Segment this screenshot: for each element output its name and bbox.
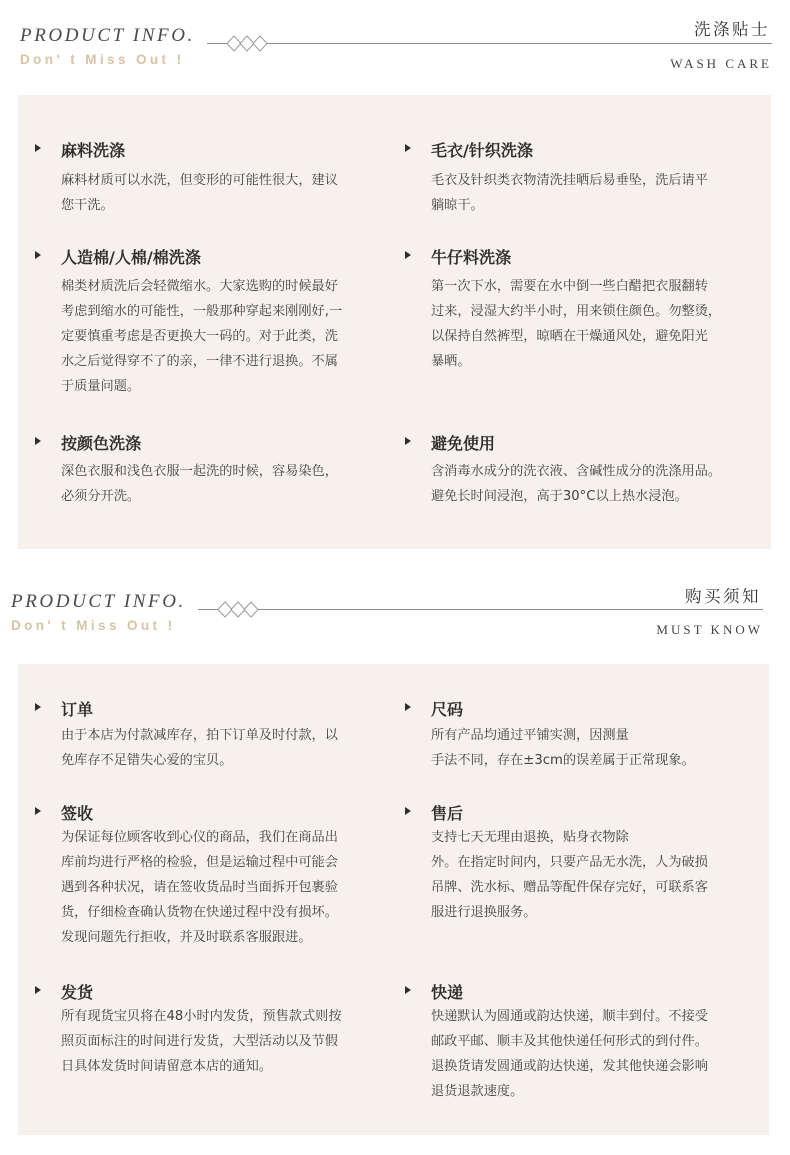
triangle-bullet-icon [35, 144, 41, 152]
wash-care-en-title: WASH CARE [670, 56, 772, 71]
item-body-line: 毛衣及针织类衣物清洗挂晒后易垂坠，洗后请平 [431, 173, 708, 188]
item-title: 快递 [431, 983, 464, 1002]
item-body-line: 棉类材质洗后会轻微缩水。大家选购的时候最好 [61, 279, 338, 294]
triangle-bullet-icon [405, 986, 411, 994]
item-body-line: 深色衣服和浅色衣服一起洗的时候，容易染色， [61, 464, 338, 479]
item-body-line: 以保持自然裤型，晾晒在干燥通风处，避免阳光 [431, 329, 708, 344]
item-body-line: 邮政平邮、顺丰及其他快递任何形式的到付件。 [431, 1034, 708, 1049]
item-body-line: 定要慎重考虑是否更换大一码的。对于此类，洗 [61, 329, 338, 344]
item-title: 售后 [431, 804, 464, 823]
item-title: 订单 [61, 700, 94, 719]
item-body [431, 168, 708, 218]
item-title: 避免使用 [431, 434, 496, 453]
must-know-en-title: MUST KNOW [656, 622, 763, 637]
item-body-line: 库前均进行严格的检验，但是运输过程中可能会 [61, 855, 338, 870]
must-know-panel [18, 664, 769, 1135]
item-body-line: 考虑到缩水的可能性，一般那种穿起来刚刚好,一 [61, 304, 343, 319]
triangle-bullet-icon [405, 807, 411, 815]
item-body-line: 暴晒。 [431, 354, 471, 369]
item-title: 签收 [61, 804, 94, 823]
diamond-ornament-icon [217, 601, 259, 618]
must-know-cn-title: 购买须知 [685, 587, 761, 606]
product-info-title: PRODUCT INFO. [20, 25, 195, 46]
item-body-line: 退货退款速度。 [431, 1084, 524, 1099]
triangle-bullet-icon [405, 703, 411, 711]
item-title: 牛仔料洗涤 [431, 248, 512, 267]
item-body-line: 发现问题先行拒收，并及时联系客服跟进。 [61, 930, 312, 945]
item-body-line: 由于本店为付款减库存，拍下订单及时付款，以 [61, 728, 338, 743]
item-body [61, 1004, 342, 1079]
item-body-line: 避免长时间浸泡，高于30°C以上热水浸泡。 [431, 489, 688, 504]
triangle-bullet-icon [405, 251, 411, 259]
item-body-line: 快递默认为圆通或韵达快递，顺丰到付。不接受 [431, 1009, 708, 1024]
item-body [431, 274, 721, 374]
item-body-line: 第一次下水，需要在水中倒一些白醋把衣服翻转 [431, 279, 708, 294]
item-body-line: 退换货请发圆通或韵达快递，发其他快递会影响 [431, 1059, 708, 1074]
item-body-line: 躺晾干。 [431, 198, 484, 213]
header-divider-line [198, 609, 763, 610]
item-title: 麻料洗涤 [61, 141, 126, 160]
item-body-line: 照页面标注的时间进行发货，大型活动以及节假 [61, 1034, 338, 1049]
item-body-line: 遇到各种状况，请在签收货品时当面拆开包裹验 [61, 880, 338, 895]
triangle-bullet-icon [405, 437, 411, 445]
dont-miss-out-subtitle: Don' t Miss Out ! [11, 618, 176, 633]
item-body-line: 支持七天无理由退换，贴身衣物除 [431, 830, 629, 845]
item-body-line: 免库存不足错失心爱的宝贝。 [61, 753, 233, 768]
item-body [431, 459, 721, 509]
item-body [61, 459, 338, 509]
item-body-line: 麻料材质可以水洗，但变形的可能性很大，建议 [61, 173, 338, 188]
item-title: 毛衣/针织洗涤 [431, 141, 533, 160]
header-divider-line [207, 43, 772, 44]
wash-care-cn-title: 洗涤贴士 [694, 20, 770, 39]
item-body-line: 手法不同，存在±3cm的误差属于正常现象。 [431, 753, 695, 768]
wash-care-panel [18, 95, 771, 549]
item-body [61, 168, 338, 218]
triangle-bullet-icon [35, 437, 41, 445]
item-body-line: 日具体发货时间请留意本店的通知。 [61, 1059, 272, 1074]
item-body-line: 含消毒水成分的洗衣液、含碱性成分的洗涤用品。 [431, 464, 722, 479]
triangle-bullet-icon [35, 251, 41, 259]
triangle-bullet-icon [35, 703, 41, 711]
triangle-bullet-icon [35, 986, 41, 994]
item-title: 人造棉/人棉/棉洗涤 [61, 248, 201, 267]
item-title: 发货 [61, 983, 94, 1002]
item-body-line: 所有产品均通过平铺实测，因测量 [431, 728, 629, 743]
item-body [61, 825, 338, 950]
item-body [61, 723, 338, 773]
product-info-title: PRODUCT INFO. [11, 591, 186, 612]
item-body-line: 服进行退换服务。 [431, 905, 537, 920]
item-title: 按颜色洗涤 [61, 434, 142, 453]
item-body-line: 于质量问题。 [61, 379, 141, 394]
item-body-line: 为保证每位顾客收到心仪的商品，我们在商品出 [61, 830, 338, 845]
item-body-line: 所有现货宝贝将在48小时内发货，预售款式则按 [61, 1009, 342, 1024]
item-body-line: 您干洗。 [61, 198, 114, 213]
item-body [61, 274, 342, 399]
item-body-line: 水之后觉得穿不了的亲，一律不进行退换。不属 [61, 354, 338, 369]
item-body-line: 吊牌、洗水标、赠品等配件保存完好，可联系客 [431, 880, 708, 895]
triangle-bullet-icon [405, 144, 411, 152]
dont-miss-out-subtitle: Don' t Miss Out ! [20, 52, 185, 67]
item-body-line: 过来，浸湿大约半小时，用来锁住颜色。勿整烫， [431, 304, 722, 319]
item-body [431, 723, 695, 773]
item-body [431, 1004, 708, 1104]
item-body-line: 外。在指定时间内，只要产品无水洗，人为破损 [431, 855, 708, 870]
triangle-bullet-icon [35, 807, 41, 815]
item-body-line: 货，仔细检查确认货物在快递过程中没有损坏。 [61, 905, 338, 920]
item-body [431, 825, 708, 925]
item-body-line: 必须分开洗。 [61, 489, 141, 504]
item-title: 尺码 [431, 700, 464, 719]
diamond-ornament-icon [226, 35, 268, 52]
